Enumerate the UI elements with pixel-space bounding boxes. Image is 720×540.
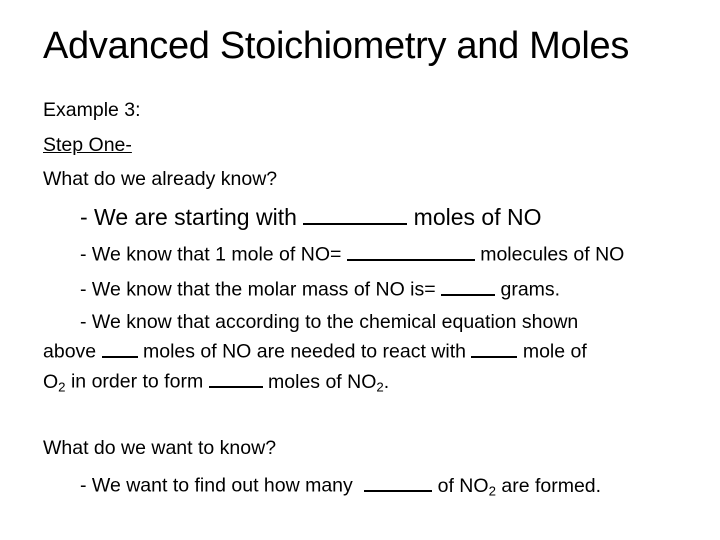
blank-o2-moles bbox=[471, 337, 517, 358]
blank-molecules bbox=[347, 240, 475, 261]
want-question: What do we want to know? bbox=[43, 437, 277, 459]
example-label: Example 3: bbox=[43, 99, 141, 121]
equation-middle: moles of NO are needed to react with bbox=[142, 340, 466, 363]
known-molecules-unit: molecules of NO bbox=[480, 243, 625, 266]
blank-starting-moles bbox=[303, 201, 407, 225]
no2-formula: moles of $NO_2$. bbox=[268, 370, 390, 394]
o2-formula: $O_2$ bbox=[43, 370, 66, 394]
equation-mole-of: mole of bbox=[522, 340, 587, 363]
blank-molar-mass bbox=[441, 275, 495, 296]
known-molar-line bbox=[80, 275, 560, 303]
known-molecules-line bbox=[80, 240, 624, 268]
known-start-line bbox=[80, 201, 541, 232]
known-molar-unit: grams. bbox=[500, 278, 561, 301]
slide-title: Advanced Stoichiometry and Moles bbox=[43, 25, 630, 67]
step-label: Step One- bbox=[43, 134, 132, 156]
known-molecules-text: - We know that 1 mole of NO= bbox=[80, 243, 342, 266]
known-equation-cont bbox=[43, 337, 587, 365]
known-start-text: - We are starting with bbox=[80, 203, 297, 230]
known-start-unit: moles of NO bbox=[413, 203, 542, 230]
known-equation-line: - We know that according to the chemical equation shown bbox=[80, 311, 579, 333]
known-question: What do we already know? bbox=[43, 168, 278, 190]
blank-no-moles bbox=[102, 337, 138, 358]
equation-above: above bbox=[43, 340, 97, 363]
blank-no2-moles bbox=[209, 367, 263, 388]
known-form-line bbox=[43, 367, 389, 395]
form-text: in order to form bbox=[70, 370, 204, 393]
blank-want-amount bbox=[364, 471, 432, 492]
want-line bbox=[80, 471, 601, 499]
known-molar-text: - We know that the molar mass of NO is= bbox=[80, 278, 436, 301]
want-unit: of $NO_2$ are formed. bbox=[437, 474, 602, 498]
want-text: - We want to find out how many bbox=[80, 474, 353, 497]
